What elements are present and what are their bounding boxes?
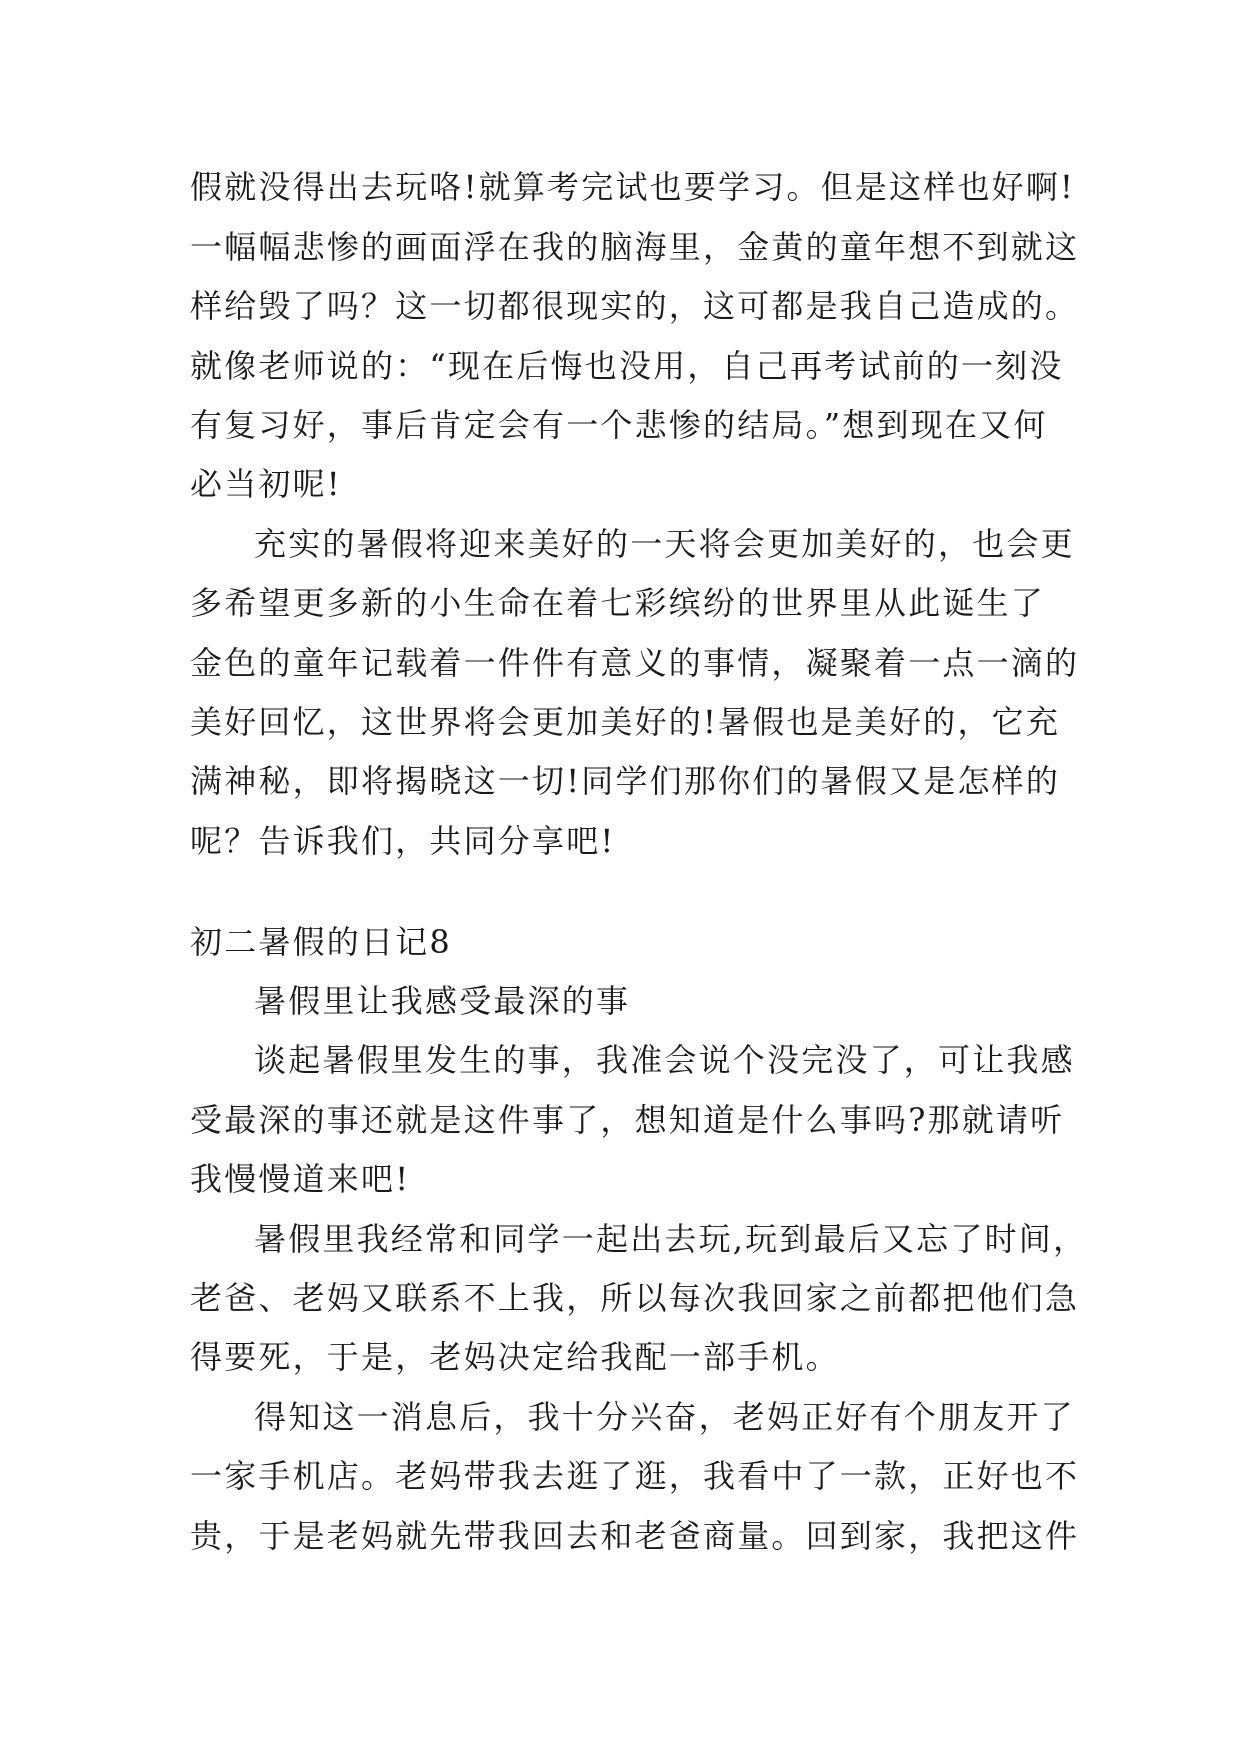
text-line: 呢？告诉我们，共同分享吧! [190,822,616,860]
text-line: 金色的童年记载着一件件有意义的事情，凝聚着一点一滴的 [190,644,1080,682]
text-line: 受最深的事还就是这件事了，想知道是什么事吗?那就请听 [190,1101,1065,1139]
text-line: 有复习好，事后肯定会有一个悲惨的结局。”想到现在又何 [190,406,1048,444]
text-line: 美好回忆，这世界将会更加美好的!暑假也是美好的，它充 [190,703,1061,741]
text-line: 谈起暑假里发生的事，我准会说个没完没了，可让我感 [254,1041,1075,1079]
text-line: 充实的暑假将迎来美好的一天将会更加美好的，也会更 [254,525,1075,563]
text-line: 多希望更多新的小生命在着七彩缤纷的世界里从此诞生了 [190,584,1046,622]
section-heading: 初二暑假的日记8 [190,923,452,961]
text-line: 就像老师说的：“现在后悔也没用，自己再考试前的一刻没 [190,347,1064,385]
text-line: 贵，于是老妈就先带我回去和老爸商量。回到家，我把这件 [190,1517,1080,1555]
essay-title: 暑假里让我感受最深的事 [254,982,631,1020]
text-line: 得知这一消息后，我十分兴奋，老妈正好有个朋友开了 [254,1398,1075,1436]
text-line: 暑假里我经常和同学一起出去玩,玩到最后又忘了时间， [254,1220,1088,1258]
text-line: 假就没得出去玩咯!就算考完试也要学习。但是这样也好啊! [190,168,1076,206]
text-line: 老爸、老妈又联系不上我，所以每次我回家之前都把他们急 [190,1279,1080,1317]
text-line: 一家手机店。老妈带我去逛了逛，我看中了一款，正好也不 [190,1457,1080,1495]
text-line: 满神秘，即将揭晓这一切!同学们那你们的暑假又是怎样的 [190,762,1061,800]
text-line: 必当初呢! [190,465,342,503]
text-line: 得要死，于是，老妈决定给我配一部手机。 [190,1338,840,1376]
text-line: 一幅幅悲惨的画面浮在我的脑海里，金黄的童年想不到就这 [190,228,1080,266]
text-line: 我慢慢道来吧! [190,1160,411,1198]
text-line: 样给毁了吗？这一切都很现实的，这可都是我自己造成的。 [190,287,1080,325]
